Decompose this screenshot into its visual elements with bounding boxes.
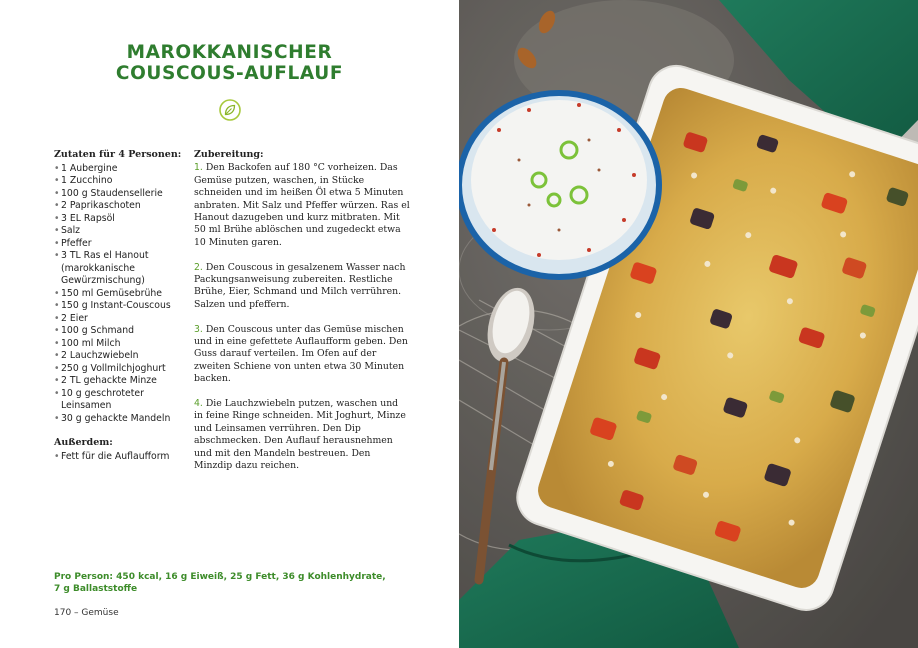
ingredient-item: • 2 Paprikaschoten (54, 200, 194, 213)
ingredient-item: • 2 TL gehackte Minze (54, 375, 194, 388)
ingredient-item: • 150 g Instant-Couscous (54, 300, 194, 313)
step-number: 3. (194, 323, 203, 335)
preparation-heading: Zubereitung: (194, 149, 264, 160)
ingredient-item: • 10 g geschroteter Leinsamen (54, 388, 194, 413)
preparation-step (194, 324, 410, 386)
nutrition-line2: 7 g Ballaststoffe (54, 584, 138, 594)
preparation-step (194, 262, 410, 312)
page-footer: 170 – Gemüse (54, 608, 119, 618)
ingredient-item: • 100 ml Milch (54, 338, 194, 351)
ingredient-item: • 3 EL Rapsöl (54, 213, 194, 226)
ingredient-item: • 1 Aubergine (54, 163, 194, 176)
right-page (459, 0, 918, 648)
recipe-title (0, 42, 459, 84)
preparation-steps (194, 162, 410, 472)
ingredient-item: • 3 TL Ras el Hanout (marokkanische Gewürzmischung) (54, 250, 194, 288)
recipe-photo (459, 0, 918, 648)
ingredient-item: • 100 g Schmand (54, 325, 194, 338)
nutrition-line1: Pro Person: 450 kcal, 16 g Eiweiß, 25 g Fett, 36 g Kohlenhydrate, (54, 572, 386, 582)
preparation-section (194, 149, 410, 485)
yogurt-dip-bowl (459, 93, 659, 277)
extra-item: • Fett für die Auflaufform (54, 451, 194, 464)
step-number: 4. (194, 398, 203, 410)
ingredient-item: • 1 Zucchino (54, 175, 194, 188)
ingredient-item: • Pfeffer (54, 238, 194, 251)
ingredient-item: • 250 g Vollmilchjoghurt (54, 363, 194, 376)
step-text: Den Backofen auf 180 °C vorheizen. Das Gemüse putzen, waschen, in Stücke schneiden und im heißen Öl etwa 5 Minuten anbraten. Mit Salz und Pfeffer würzen. Ras el Hanout dazugeben und kurz mitbraten. Mit 50 ml Brühe ablöschen und zugedeckt etwa 10 Minuten garen. (194, 162, 410, 248)
extras-heading: Außerdem: (54, 437, 113, 448)
recipe-title-line2: COUSCOUS-AUFLAUF (115, 63, 344, 84)
step-text: Den Couscous in gesalzenem Wasser nach Packungsanweisung zubereiten. Restliche Brühe, Eier, Schmand und Milch verrühren. Salzen und pfeffern. (194, 261, 406, 310)
leaf-icon (219, 99, 241, 121)
ingredients-heading: Zutaten für 4 Personen: (54, 149, 182, 160)
step-number: 1. (194, 162, 203, 174)
nutrition-info (54, 571, 414, 595)
ingredient-item: • 2 Lauchzwiebeln (54, 350, 194, 363)
step-text: Den Couscous unter das Gemüse mischen und in eine gefettete Auflaufform geben. Den Guss darauf verteilen. Im Ofen auf der zweiten Schiene von unten etwa 30 Minuten backen. (194, 323, 408, 385)
step-text: Die Lauchzwiebeln putzen, waschen und in feine Ringe schneiden. Mit Joghurt, Minze und Leinsamen verrühren. Den Dip abschmecken. Den Auflauf herausnehmen und mit den Mandeln bestreuen. Den Minzdip dazu reichen. (194, 398, 406, 472)
preparation-step (194, 162, 410, 249)
ingredient-item: • 150 ml Gemüsebrühe (54, 288, 194, 301)
ingredient-item: • 2 Eier (54, 313, 194, 326)
ingredients-section (54, 149, 194, 463)
recipe-title-line1: MAROKKANISCHER (126, 42, 333, 63)
ingredient-item: • 30 g gehackte Mandeln (54, 413, 194, 426)
ingredient-item: • Salz (54, 225, 194, 238)
step-number: 2. (194, 261, 203, 273)
extras-list (54, 451, 194, 464)
ingredient-item: • 100 g Staudensellerie (54, 188, 194, 201)
preparation-step (194, 398, 410, 472)
ingredients-list (54, 163, 194, 426)
